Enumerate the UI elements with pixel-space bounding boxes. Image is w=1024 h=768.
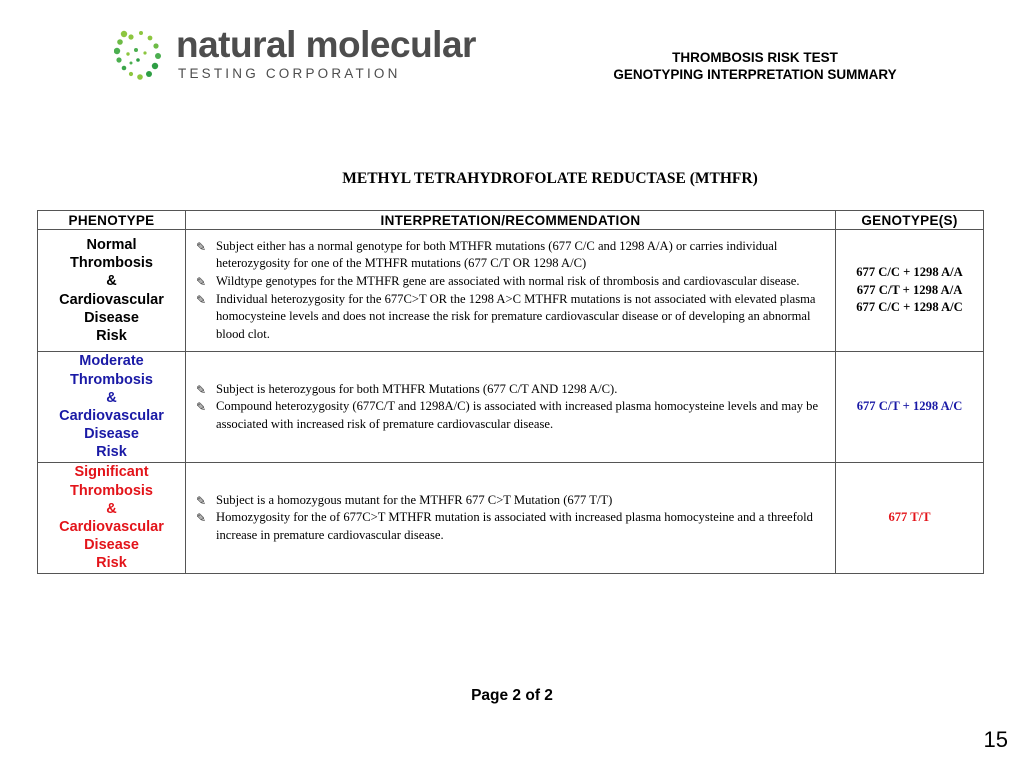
interpretation-item <box>196 398 829 433</box>
section-title: METHYL TETRAHYDROFOLATE REDUCTASE (MTHFR) <box>342 170 758 187</box>
pencil-icon: ✎ <box>196 274 207 289</box>
header-phenotype: PHENOTYPE <box>38 211 186 230</box>
pencil-icon: ✎ <box>196 511 207 526</box>
header-interpretation: INTERPRETATION/RECOMMENDATION <box>186 211 836 230</box>
table-header-row <box>38 211 984 230</box>
genotype-value: 677 C/T + 1298 A/C <box>856 399 963 414</box>
phenotype-line: Disease <box>84 426 139 443</box>
document-header <box>560 49 950 83</box>
phenotype-line: Disease <box>84 537 139 554</box>
pencil-icon: ✎ <box>196 382 207 397</box>
phenotype-line: & <box>106 389 117 406</box>
phenotype-cell <box>38 230 186 352</box>
slide-number: 15 <box>983 727 1008 752</box>
interpretation-item <box>196 509 829 544</box>
phenotype-line: Risk <box>96 327 127 344</box>
genotype-value: 677 C/T + 1298 A/A <box>856 282 963 297</box>
logo-tagline: TESTING CORPORATION <box>178 66 401 81</box>
phenotype-line: Cardiovascular <box>59 519 164 535</box>
phenotype-line: & <box>106 273 117 290</box>
header-genotypes: GENOTYPE(S) <box>836 211 984 230</box>
header-title-line2: GENOTYPING INTERPRETATION SUMMARY <box>613 67 897 82</box>
phenotype-line: Risk <box>96 555 127 572</box>
genotype-cell <box>836 352 984 463</box>
interpretation-cell <box>186 352 836 463</box>
pencil-icon: ✎ <box>196 239 207 254</box>
phenotype-line: Cardiovascular <box>59 408 164 424</box>
phenotype-line: Normal <box>86 236 137 253</box>
interpretation-item <box>196 492 829 510</box>
genotype-value: 677 C/C + 1298 A/C <box>856 300 963 315</box>
pencil-icon: ✎ <box>196 493 207 508</box>
phenotype-line: Moderate <box>79 353 144 370</box>
phenotype-line: & <box>106 500 117 517</box>
genotype-cell <box>836 463 984 574</box>
table-row <box>38 352 984 463</box>
interpretation-item <box>196 273 829 291</box>
logo-dots-icon <box>114 28 170 84</box>
interpretation-text: Subject is heterozygous for both MTHFR Mutations (677 C/T AND 1298 A/C). <box>216 381 618 396</box>
pencil-icon: ✎ <box>196 400 207 415</box>
table-row <box>38 230 984 352</box>
genotype-table <box>37 210 984 574</box>
phenotype-line: Cardiovascular <box>59 291 164 308</box>
interpretation-text: Subject is a homozygous mutant for the MTHFR 677 C>T Mutation (677 T/T) <box>216 492 613 507</box>
interpretation-text: Individual heterozygosity for the 677C>T OR the 1298 A>C MTHFR mutations is not associated with elevated plasma homocysteine levels and does not increase the risk for premature cardiovascular disease or of developing an abnormal blood clot. <box>216 291 816 341</box>
interpretation-text: Homozygosity for the of 677C>T MTHFR mutation is associated with increased plasma homocysteine and a threefold increase in premature cardiovascular disease. <box>216 510 813 542</box>
page-indicator: Page 2 of 2 <box>471 687 553 704</box>
interpretation-list <box>196 238 829 344</box>
genotype-value: 677 C/C + 1298 A/A <box>856 265 963 280</box>
interpretation-list <box>196 492 829 545</box>
phenotype-line: Disease <box>84 309 139 326</box>
phenotype-line: Thrombosis <box>70 255 153 272</box>
interpretation-item <box>196 238 829 273</box>
interpretation-text: Wildtype genotypes for the MTHFR gene are associated with normal risk of thrombosis and cardiovascular disease. <box>216 273 800 288</box>
company-logo <box>114 26 534 88</box>
pencil-icon: ✎ <box>196 292 207 307</box>
logo-wordmark: natural molecular <box>176 24 476 65</box>
interpretation-text: Compound heterozygosity (677C/T and 1298A/C) is associated with increased plasma homocysteine levels and may be associated with increased risk of premature cardiovascular disease. <box>216 399 819 431</box>
phenotype-line: Thrombosis <box>70 371 153 388</box>
interpretation-cell <box>186 230 836 352</box>
table-row <box>38 463 984 574</box>
genotype-cell <box>836 230 984 352</box>
interpretation-item <box>196 291 829 344</box>
header-title-line1: THROMBOSIS RISK TEST <box>672 50 838 65</box>
genotype-value: 677 T/T <box>888 510 931 525</box>
phenotype-line: Significant <box>74 464 149 481</box>
table-body <box>38 230 984 574</box>
phenotype-line: Risk <box>96 444 127 461</box>
interpretation-cell <box>186 463 836 574</box>
interpretation-text: Subject either has a normal genotype for both MTHFR mutations (677 C/C and 1298 A/A) or carries individual heterozygosity for one of the MTHFR mutations (677 C/T OR 1298 A/C) <box>216 238 778 271</box>
phenotype-cell <box>38 463 186 574</box>
interpretation-list <box>196 381 829 434</box>
phenotype-cell <box>38 352 186 463</box>
interpretation-item <box>196 381 829 399</box>
phenotype-line: Thrombosis <box>70 482 153 499</box>
